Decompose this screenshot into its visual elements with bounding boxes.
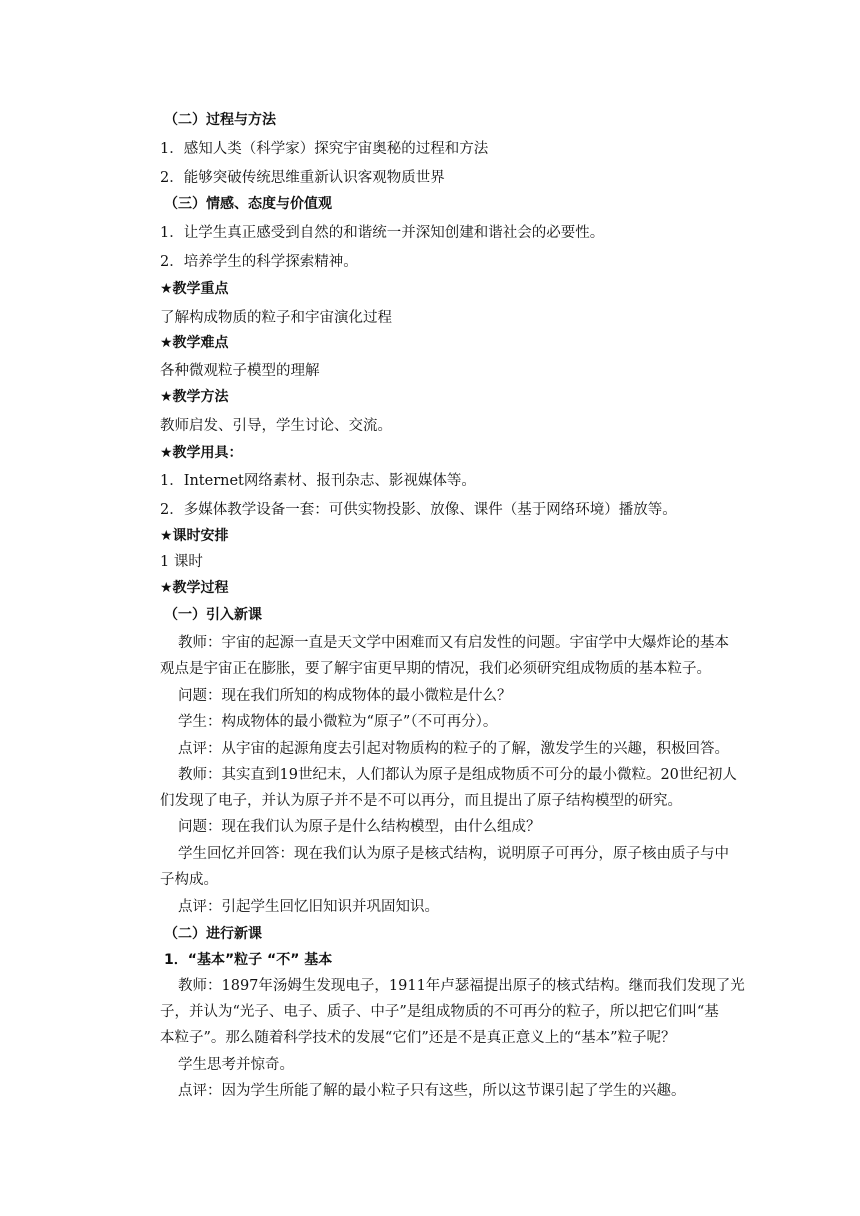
paragraph: 2．多媒体教学设备一套：可供实物投影、放像、课件（基于网络环境）播放等。 bbox=[160, 502, 677, 518]
paragraph: 1．感知人类（科学家）探究宇宙奥秘的过程和方法 bbox=[160, 141, 489, 157]
paragraph: 教师启发、引导，学生讨论、交流。 bbox=[160, 418, 392, 434]
section-heading-new-lesson: （二）进行新课 bbox=[164, 926, 262, 942]
paragraph: 1 课时 bbox=[160, 554, 203, 570]
heading-class-schedule: ★课时安排 bbox=[160, 528, 229, 544]
heading-teaching-process: ★教学过程 bbox=[160, 580, 229, 596]
paragraph: 点评：因为学生所能了解的最小粒子只有这些，所以这节课引起了学生的兴趣。 bbox=[178, 1083, 686, 1099]
paragraph: 点评：引起学生回忆旧知识并巩固知识。 bbox=[178, 899, 439, 915]
paragraph: 学生回忆并回答：现在我们认为原子是核式结构，说明原子可再分，原子核由质子与中 bbox=[178, 846, 729, 862]
paragraph: 本粒子”。那么随着科学技术的发展“它们”还是不是真正意义上的“基本”粒子呢？ bbox=[160, 1030, 676, 1046]
paragraph: 问题：现在我们认为原子是什么结构模型，由什么组成？ bbox=[178, 819, 541, 835]
section-heading-process-methods: （二）过程与方法 bbox=[164, 112, 276, 128]
heading-teaching-difficulty: ★教学难点 bbox=[160, 335, 229, 351]
paragraph: 2．能够突破传统思维重新认识客观物质世界 bbox=[160, 170, 445, 186]
paragraph: 各种微观粒子模型的理解 bbox=[160, 363, 320, 379]
paragraph: 观点是宇宙正在膨胀，要了解宇宙更早期的情况，我们必须研究组成物质的基本粒子。 bbox=[160, 661, 711, 677]
paragraph: 子构成。 bbox=[160, 872, 218, 888]
paragraph: 1．让学生真正感受到自然的和谐统一并深知创建和谐社会的必要性。 bbox=[160, 225, 605, 241]
paragraph: 教师：1897年汤姆生发现电子，1911年卢瑟福提出原子的核式结构。继而我们发现了光 bbox=[178, 978, 745, 994]
paragraph: 教师：宇宙的起源一直是天文学中困难而又有启发性的问题。宇宙学中大爆炸论的基本 bbox=[178, 635, 729, 651]
paragraph: 子，并认为“光子、电子、质子、中子”是组成物质的不可再分的粒子，所以把它们叫“基 bbox=[160, 1004, 719, 1020]
paragraph: 们发现了电子，并认为原子并不是不可以再分，而且提出了原子结构模型的研究。 bbox=[160, 793, 682, 809]
heading-teaching-tools: ★教学用具： bbox=[160, 445, 243, 461]
paragraph: 学生：构成物体的最小微粒为“原子”（不可再分）。 bbox=[178, 714, 498, 730]
section-heading-emotion-values: （三）情感、态度与价值观 bbox=[164, 196, 332, 212]
paragraph: 2．培养学生的科学探索精神。 bbox=[160, 254, 358, 270]
section-heading-intro: （一）引入新课 bbox=[164, 607, 262, 623]
paragraph: 问题：现在我们所知的构成物体的最小微粒是什么？ bbox=[178, 688, 512, 704]
paragraph: 点评：从宇宙的起源角度去引起对物质构的粒子的了解，激发学生的兴趣，积极回答。 bbox=[178, 741, 729, 757]
heading-teaching-method: ★教学方法 bbox=[160, 389, 229, 405]
heading-teaching-focus: ★教学重点 bbox=[160, 281, 229, 297]
paragraph: 教师：其实直到19世纪末，人们都认为原子是组成物质不可分的最小微粒。20世纪初人 bbox=[178, 767, 737, 783]
paragraph: 1．Internet网络素材、报刊杂志、影视媒体等。 bbox=[160, 473, 476, 489]
paragraph: 学生思考并惊奇。 bbox=[178, 1057, 294, 1073]
paragraph: 了解构成物质的粒子和宇宙演化过程 bbox=[160, 310, 392, 326]
subsection-heading-basic-particles: 1．“基本”粒子 “不” 基本 bbox=[164, 952, 333, 968]
